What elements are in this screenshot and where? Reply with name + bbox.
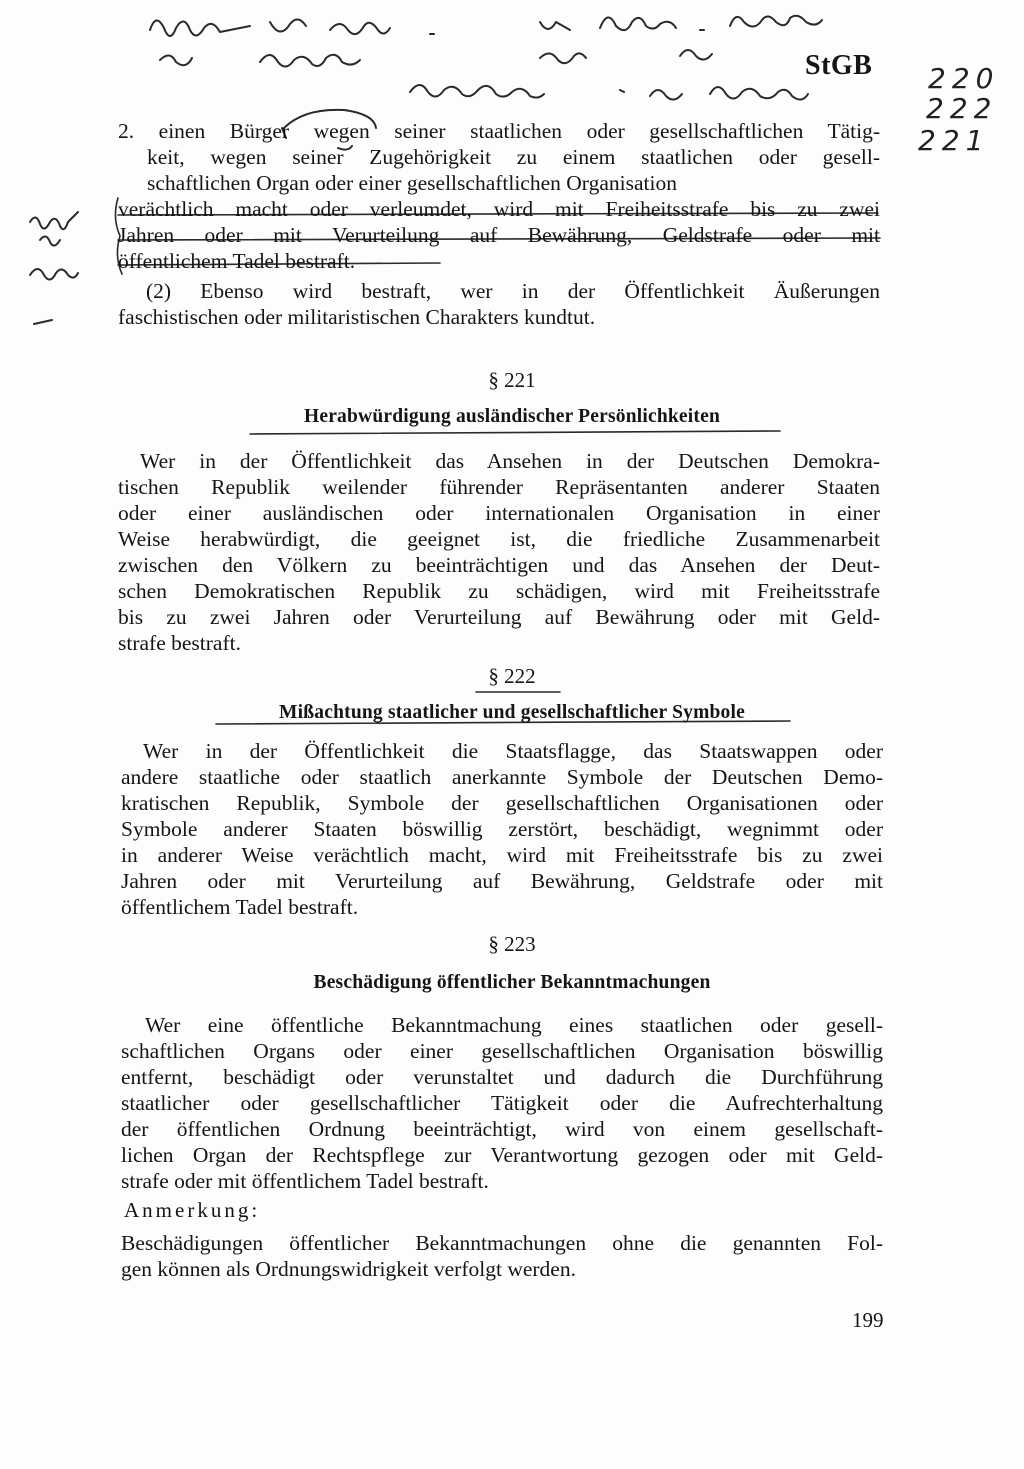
section-222-body — [121, 738, 883, 920]
text-line: Weise herabwürdigt, die geeignet ist, die friedliche Zusammenarbeit — [118, 527, 880, 551]
text-line: (2) Ebenso wird bestraft, wer in der Öffentlichkeit Äußerungen — [146, 279, 880, 303]
text-line: öffentlichem Tadel bestraft. — [118, 249, 356, 273]
section-221-body — [118, 448, 880, 656]
section-221-title: Herabwürdigung ausländischer Persönlichkeiten — [303, 406, 720, 427]
text-line: schaftlichen Organ oder einer gesellschaftlichen Organisation — [147, 171, 677, 195]
text-line: staatlicher oder gesellschaftlicher Tätigkeit oder die Aufrechterhaltung — [121, 1091, 883, 1115]
code-label: StGB — [805, 50, 873, 81]
paragraph-2 — [118, 278, 880, 330]
text-line: bis zu zwei Jahren oder Verurteilung auf Bewährung oder mit Geld- — [118, 605, 880, 629]
text-line: Beschädigungen öffentlicher Bekanntmachungen ohne die genannten Fol- — [121, 1231, 883, 1255]
text-line: Jahren oder mit Verurteilung auf Bewährung, Geldstrafe oder mit — [118, 223, 880, 247]
text-line: Jahren oder mit Verurteilung auf Bewährung, Geldstrafe oder mit — [121, 869, 883, 893]
section-223-number: § 223 — [488, 932, 536, 956]
remark-label: Anmerkung: — [124, 1198, 261, 1222]
text-line: öffentlichem Tadel bestraft. — [121, 895, 359, 919]
remark-body — [121, 1230, 883, 1282]
text-line: zwischen den Völkern zu beeinträchtigen und das Ansehen der Deut- — [118, 553, 880, 577]
text-line: faschistischen oder militaristischen Charakters kundtut. — [118, 305, 596, 329]
text-line: Wer eine öffentliche Bekanntmachung eines staatlichen oder gesell- — [145, 1013, 883, 1037]
section-223-body — [121, 1012, 883, 1194]
text-line: in anderer Weise verächtlich macht, wird mit Freiheitsstrafe bis zu zwei — [121, 843, 883, 867]
text-line: Wer in der Öffentlichkeit die Staatsflagge, das Staatswappen oder — [143, 739, 883, 763]
page-number: 199 — [852, 1308, 884, 1332]
section-221-number: § 221 — [488, 368, 536, 392]
text-line: kratischen Republik, Symbole der gesellschaftlichen Organisationen oder — [121, 791, 883, 815]
section-222-title: Mißachtung staatlicher und gesellschaftlicher Symbole — [279, 702, 745, 723]
text-line: Wer in der Öffentlichkeit das Ansehen in der Deutschen Demokra- — [140, 449, 880, 473]
text-line: gen können als Ordnungswidrigkeit verfolgt werden. — [121, 1257, 576, 1281]
text-line: strafe oder mit öffentlichem Tadel bestraft. — [121, 1169, 489, 1193]
text-line: verächtlich macht oder verleumdet, wird mit Freiheitsstrafe bis zu zwei — [118, 197, 880, 221]
text-line: 2. einen Bürger wegen seiner staatlichen oder gesellschaftlichen Tätig- — [118, 119, 880, 143]
margin-number-3: 221 — [918, 124, 990, 157]
text-line: schaftlichen Organs oder einer gesellschaftlichen Organisation böswillig — [121, 1039, 883, 1063]
text-line: der öffentlichen Ordnung beeinträchtigt, wird von einem gesellschaft- — [121, 1117, 883, 1141]
margin-number-1: 220 — [928, 62, 1000, 95]
text-line: Symbole anderer Staaten böswillig zerstört, beschädigt, wegnimmt oder — [121, 817, 883, 841]
text-line: strafe bestraft. — [118, 631, 241, 655]
text-line: lichen Organ der Rechtspflege zur Verantwortung gezogen oder mit Geld- — [121, 1143, 883, 1167]
text-line: keit, wegen seiner Zugehörigkeit zu einem staatlichen oder gesell- — [147, 145, 880, 169]
item-2-paragraph — [118, 118, 880, 274]
text-line: tischen Republik weilender führender Repräsentanten anderer Staaten — [118, 475, 880, 499]
section-223-title: Beschädigung öffentlicher Bekanntmachungen — [313, 972, 711, 993]
text-line: andere staatliche oder staatlich anerkannte Symbole der Deutschen Demo- — [121, 765, 883, 789]
text-line: schen Demokratischen Republik zu schädigen, wird mit Freiheitsstrafe — [118, 579, 880, 603]
section-222-number: § 222 — [488, 664, 536, 688]
margin-number-2: 222 — [926, 92, 998, 125]
text-line: oder einer ausländischen oder internationalen Organisation in einer — [118, 501, 880, 525]
text-line: entfernt, beschädigt oder verunstaltet und dadurch die Durchführung — [121, 1065, 883, 1089]
